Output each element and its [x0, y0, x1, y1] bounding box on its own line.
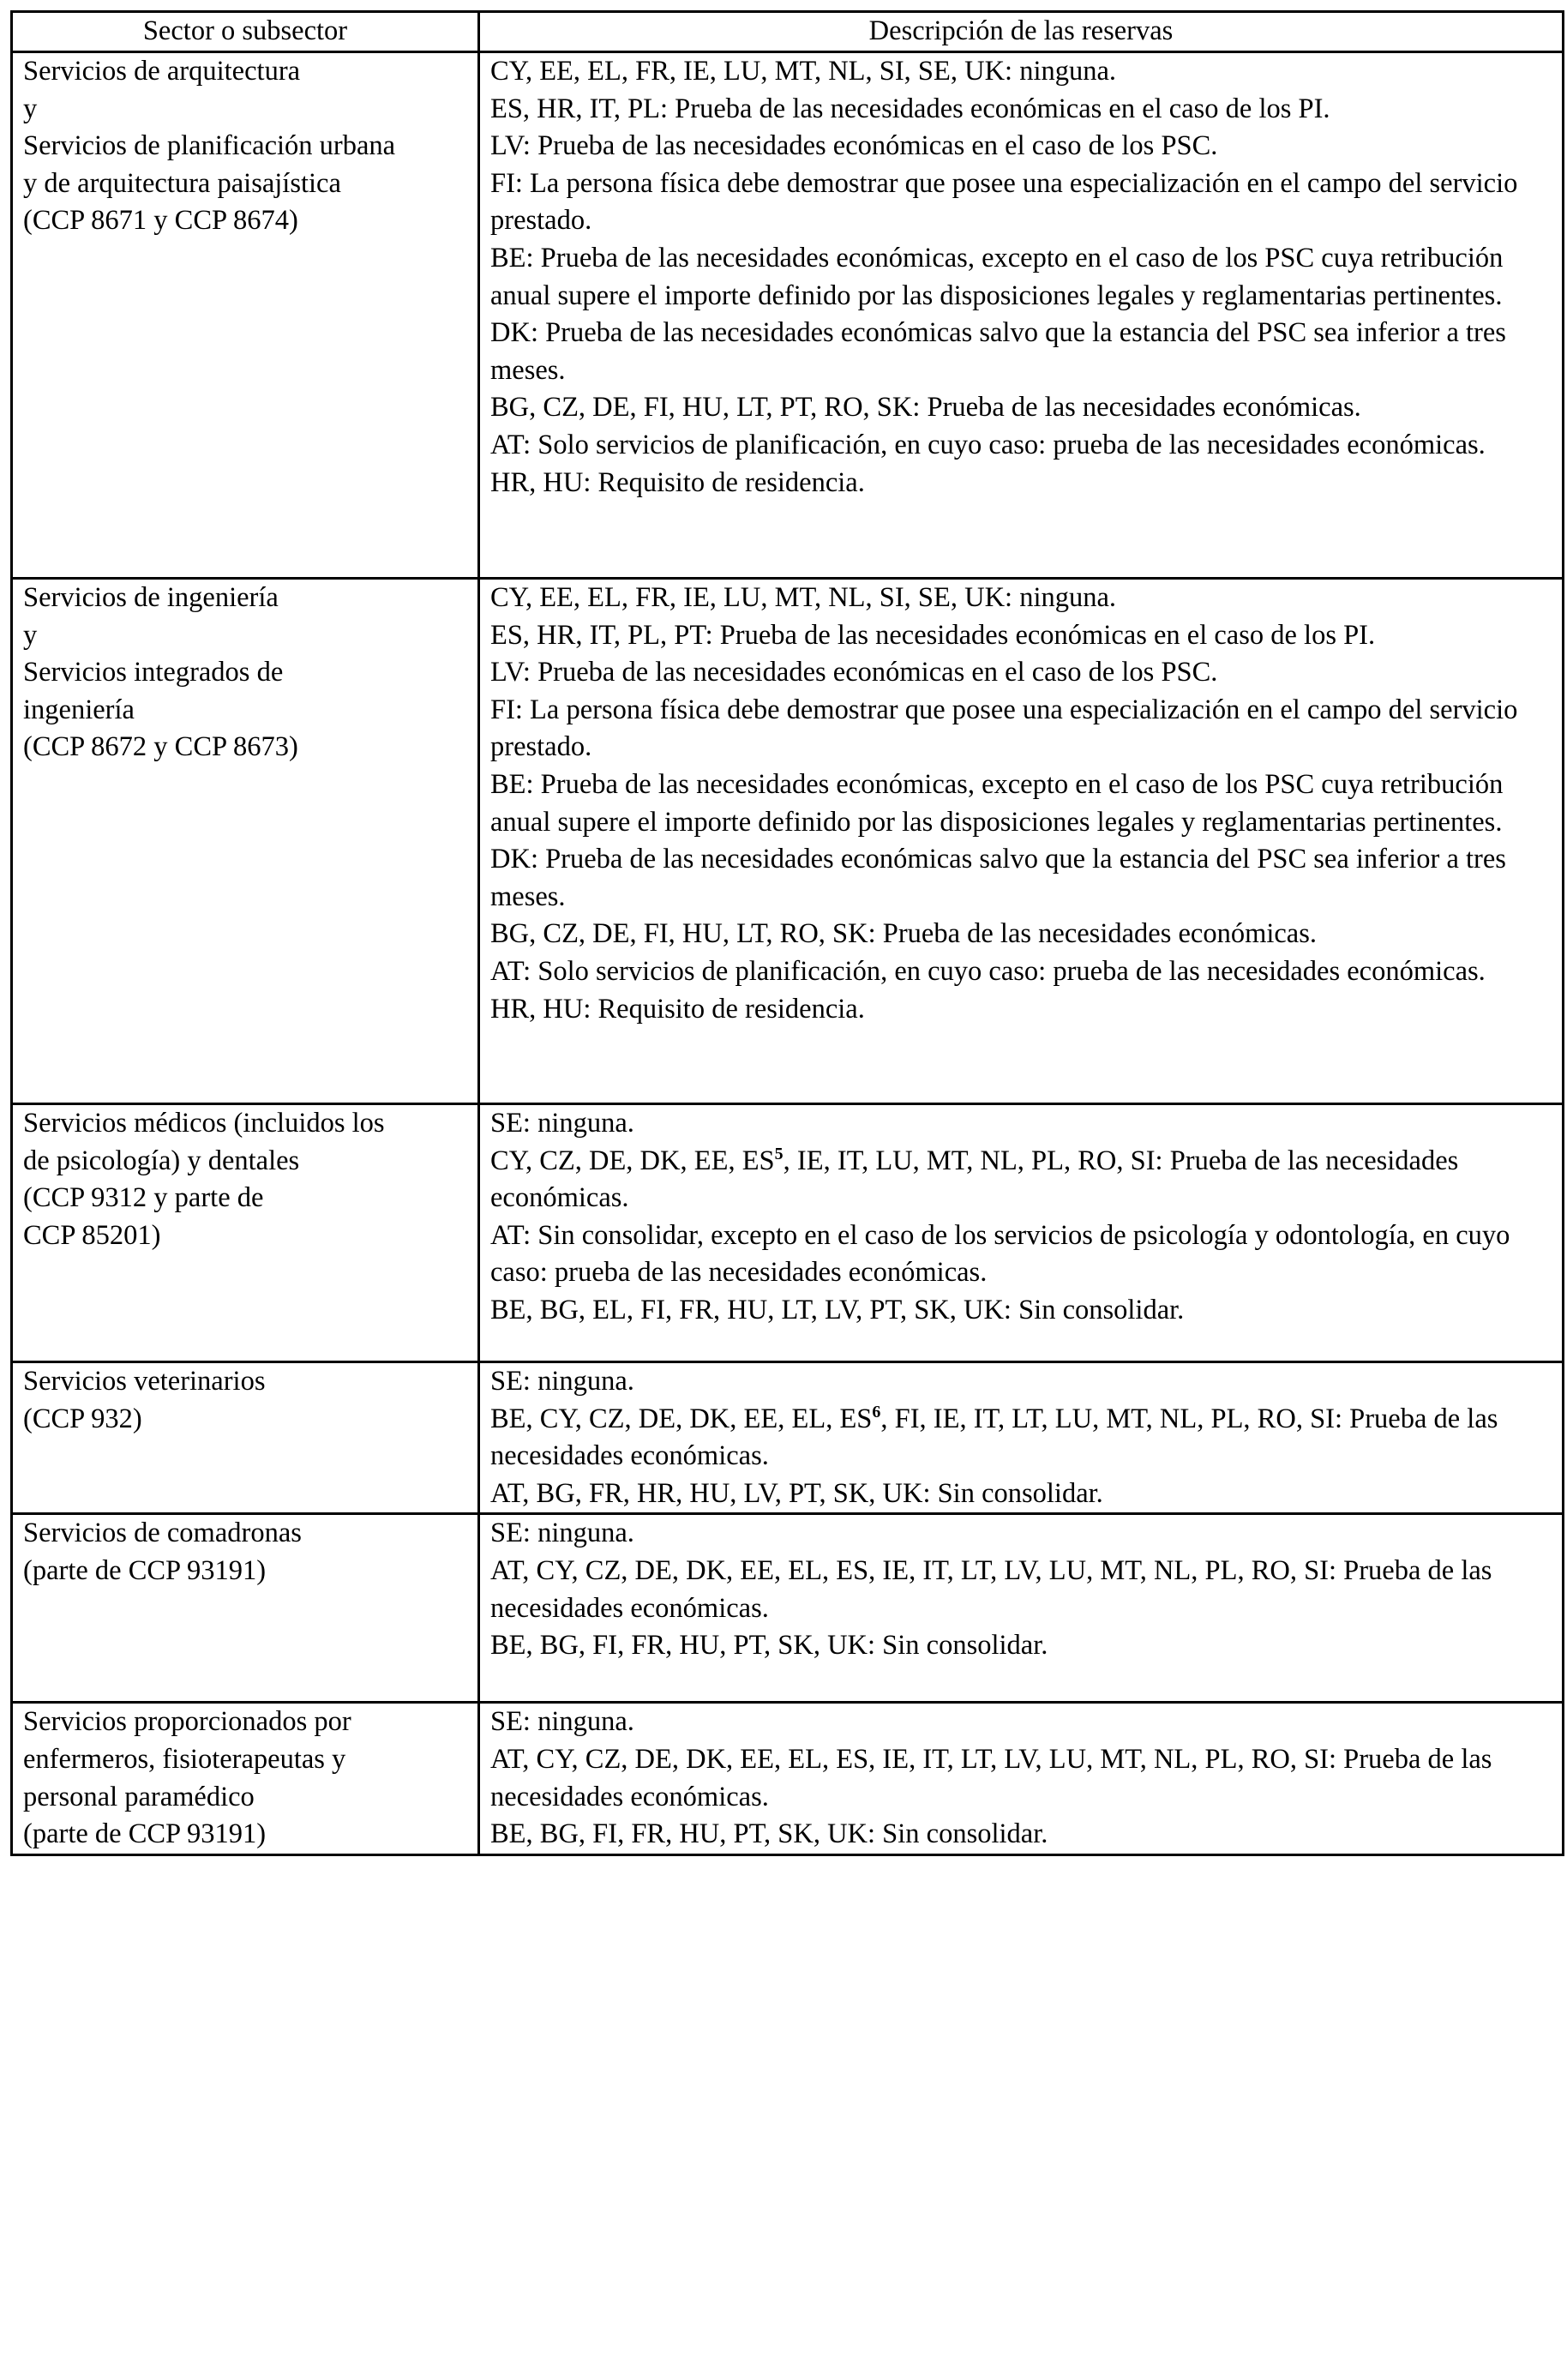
- reserva-text: CY, CZ, DE, DK, EE, ES: [490, 1145, 775, 1176]
- reserva-entry: AT: Solo servicios de planificación, en cuyo caso: prueba de las necesidades económicas.: [490, 429, 1486, 460]
- reserva-entry: DK: Prueba de las necesidades económicas salvo que la estancia del PSC sea inferior a tres meses.: [490, 317, 1514, 386]
- sector-line: (CCP 8671 y CCP 8674): [23, 205, 298, 237]
- sector-cell: [12, 579, 479, 1104]
- sector-line: personal paramédico: [23, 1781, 255, 1812]
- sector-line: ingeniería: [23, 694, 135, 725]
- reserva-entry: AT: Sin consolidar, excepto en el caso de los servicios de psicología y odontología, en cuyo caso: prueba de las necesidades económicas.: [490, 1219, 1517, 1289]
- reservations-table: [10, 10, 1564, 1856]
- reserva-entry: SE: ninguna.: [490, 1366, 634, 1397]
- reservas-cell: [479, 1104, 1564, 1362]
- sector-line: y de arquitectura paisajística: [23, 167, 341, 199]
- reserva-entry: AT, CY, CZ, DE, DK, EE, EL, ES, IE, IT, LT, LV, LU, MT, NL, PL, RO, SI: Prueba de las necesidades económicas.: [490, 1554, 1499, 1624]
- sector-line: Servicios de arquitectura: [23, 56, 301, 87]
- reserva-entry: AT, CY, CZ, DE, DK, EE, EL, ES, IE, IT, LT, LV, LU, MT, NL, PL, RO, SI: Prueba de las necesidades económicas.: [490, 1743, 1499, 1812]
- reserva-entry: SE: ninguna.: [490, 1108, 634, 1139]
- reserva-entry: [490, 1401, 1552, 1475]
- reserva-entry: ES, HR, IT, PL, PT: Prueba de las necesidades económicas en el caso de los PI.: [490, 619, 1376, 651]
- reserva-entry: BE, BG, EL, FI, FR, HU, LT, LV, PT, SK, UK: Sin consolidar.: [490, 1294, 1185, 1325]
- reserva-entry: BE, BG, FI, FR, HU, PT, SK, UK: Sin consolidar.: [490, 1630, 1048, 1662]
- sector-line: Servicios de ingeniería: [23, 582, 279, 613]
- reserva-entry: AT: Solo servicios de planificación, en cuyo caso: prueba de las necesidades económicas.: [490, 955, 1486, 987]
- sector-cell: [12, 1104, 479, 1362]
- reserva-entry: BE: Prueba de las necesidades económicas, excepto en el caso de los PSC cuya retribución anual supere el importe definido por las disposiciones legales y reglamentarias pertinentes.: [490, 242, 1510, 311]
- reserva-entry: HR, HU: Requisito de residencia.: [490, 993, 865, 1025]
- header-descripcion: Descripción de las reservas: [479, 12, 1564, 52]
- sector-line: de psicología) y dentales: [23, 1145, 300, 1176]
- reserva-entry: CY, EE, EL, FR, IE, LU, MT, NL, SI, SE, UK: ninguna.: [490, 582, 1117, 613]
- table-row: [12, 1104, 1564, 1362]
- reserva-entry: BE: Prueba de las necesidades económicas, excepto en el caso de los PSC cuya retribución anual supere el importe definido por las disposiciones legales y reglamentarias pertinentes.: [490, 768, 1510, 838]
- sector-line: Servicios de planificación urbana: [23, 130, 396, 162]
- table-row: [12, 52, 1564, 579]
- sector-cell: [12, 1514, 479, 1703]
- sector-line: (CCP 8672 y CCP 8673): [23, 731, 298, 763]
- sector-cell: [12, 1703, 479, 1855]
- reservas-cell: [479, 1362, 1564, 1514]
- header-sector: Sector o subsector: [12, 12, 479, 52]
- reserva-entry: HR, HU: Requisito de residencia.: [490, 466, 865, 498]
- reserva-entry: BE, BG, FI, FR, HU, PT, SK, UK: Sin consolidar.: [490, 1818, 1048, 1850]
- sector-line: Servicios médicos (incluidos los: [23, 1108, 385, 1139]
- sector-line: y: [23, 619, 38, 651]
- reserva-entry: FI: La persona física debe demostrar que posee una especialización en el campo del servicio prestado.: [490, 694, 1525, 763]
- reserva-entry: BG, CZ, DE, FI, HU, LT, RO, SK: Prueba de las necesidades económicas.: [490, 918, 1318, 950]
- sector-line: (parte de CCP 93191): [23, 1554, 267, 1586]
- reserva-entry: AT, BG, FR, HR, HU, LV, PT, SK, UK: Sin consolidar.: [490, 1477, 1103, 1509]
- sector-cell: [12, 52, 479, 579]
- reserva-entry: FI: La persona física debe demostrar que posee una especialización en el campo del servicio prestado.: [490, 167, 1525, 237]
- reservas-cell: [479, 579, 1564, 1104]
- sector-line: Servicios proporcionados por: [23, 1706, 351, 1738]
- reserva-text: , IE, IT, LU, MT, NL, PL, RO, SI: Prueba de las necesidades económicas.: [490, 1145, 1466, 1214]
- sector-line: enfermeros, fisioterapeutas y: [23, 1743, 346, 1775]
- sector-line: (CCP 932): [23, 1403, 142, 1434]
- sector-line: (parte de CCP 93191): [23, 1818, 267, 1850]
- table-row: [12, 579, 1564, 1104]
- footnote-marker: 6: [872, 1402, 881, 1421]
- reserva-entry: CY, EE, EL, FR, IE, LU, MT, NL, SI, SE, UK: ninguna.: [490, 56, 1117, 87]
- reserva-entry: ES, HR, IT, PL: Prueba de las necesidades económicas en el caso de los PI.: [490, 93, 1330, 124]
- sector-line: Servicios integrados de: [23, 657, 284, 688]
- reservas-cell: [479, 52, 1564, 579]
- reservas-cell: [479, 1703, 1564, 1855]
- table-row: [12, 1362, 1564, 1514]
- reserva-text: , FI, IE, IT, LT, LU, MT, NL, PL, RO, SI: Prueba de las necesidades económicas.: [490, 1403, 1505, 1472]
- sector-line: Servicios de comadronas: [23, 1518, 302, 1549]
- reserva-entry: SE: ninguna.: [490, 1706, 634, 1738]
- table-row: [12, 1703, 1564, 1855]
- sector-line: y: [23, 93, 38, 124]
- table-header-row: [12, 12, 1564, 52]
- sector-line: Servicios veterinarios: [23, 1366, 266, 1397]
- reserva-entry: LV: Prueba de las necesidades económicas en el caso de los PSC.: [490, 657, 1218, 688]
- sector-line: CCP 85201): [23, 1219, 161, 1251]
- table-row: [12, 1514, 1564, 1703]
- reserva-entry: SE: ninguna.: [490, 1518, 634, 1549]
- reserva-entry: LV: Prueba de las necesidades económicas en el caso de los PSC.: [490, 130, 1218, 162]
- reserva-entry: DK: Prueba de las necesidades económicas salvo que la estancia del PSC sea inferior a tres meses.: [490, 844, 1514, 912]
- reservas-cell: [479, 1514, 1564, 1703]
- reserva-entry: BG, CZ, DE, FI, HU, LT, PT, RO, SK: Prueba de las necesidades económicas.: [490, 392, 1361, 424]
- reserva-entry: [490, 1143, 1552, 1217]
- reserva-text: BE, CY, CZ, DE, DK, EE, EL, ES: [490, 1403, 873, 1434]
- footnote-marker: 5: [774, 1144, 784, 1163]
- sector-line: (CCP 9312 y parte de: [23, 1182, 264, 1214]
- sector-cell: [12, 1362, 479, 1514]
